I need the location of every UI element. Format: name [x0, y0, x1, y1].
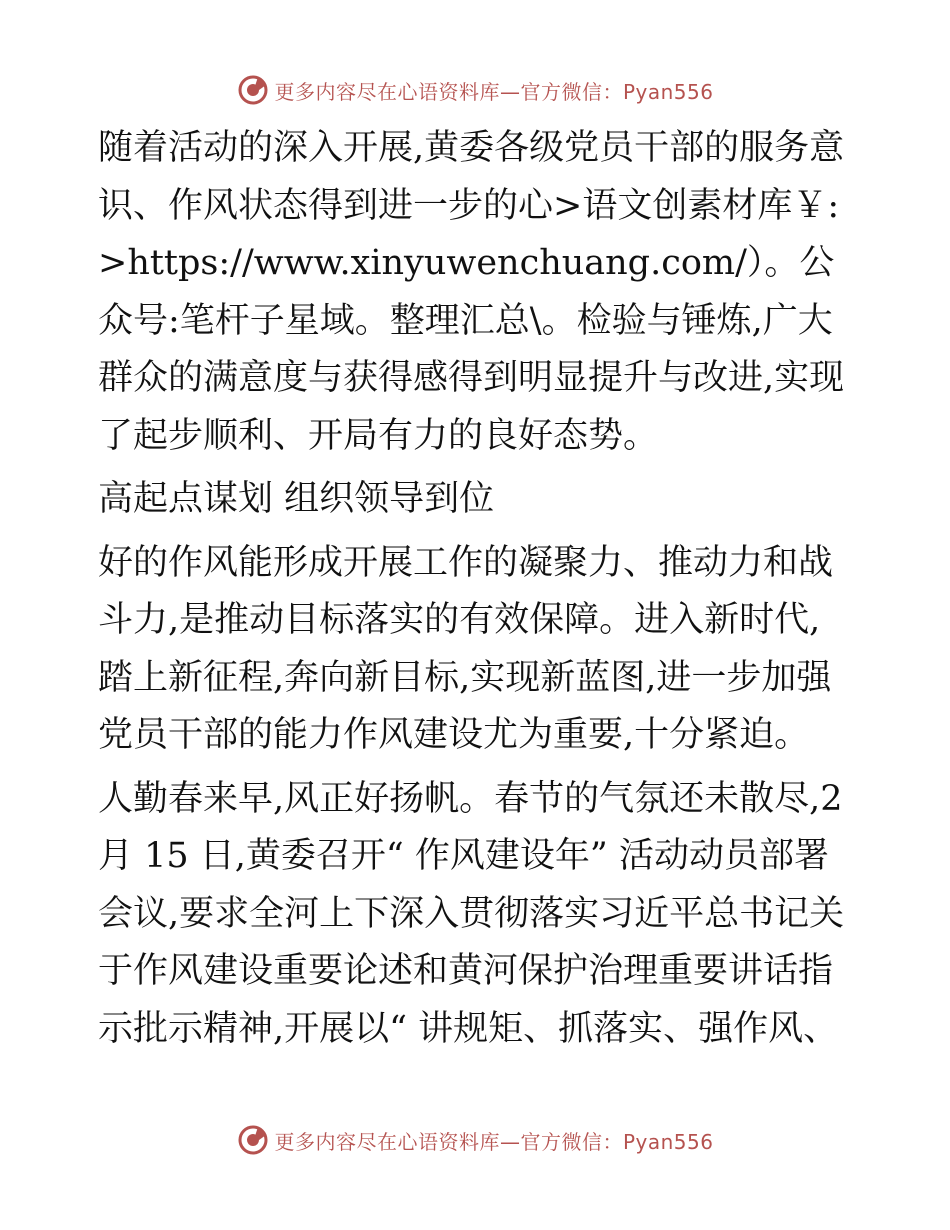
paragraph: 好的作风能形成开展工作的凝聚力、推动力和战斗力,是推动目标落实的有效保障。进入新时代,踏上新征程,奔向新目标,实现新蓝图,进一步加强党员干部的能力作风建设尤为重要,十分紧迫。 [98, 542, 834, 755]
watermark-header [0, 70, 950, 110]
watermark-footer [0, 1120, 950, 1160]
brush-logo-icon [236, 73, 270, 107]
watermark-text: 更多内容尽在心语资料库—官方微信：Pyan556 [274, 1129, 714, 1154]
watermark-text: 更多内容尽在心语资料库—官方微信：Pyan556 [274, 79, 714, 104]
section-heading: 高起点谋划 组织领导到位 [98, 479, 495, 519]
document-body [98, 120, 853, 1064]
paragraph: 随着活动的深入开展,黄委各级党员干部的服务意识、作风状态得到进一步的心>语文创素材库￥:>https://www.xinyuwenchuang.com/）。公众号:笔杆子星域。整理汇总\。检验与锤炼,广大群众的满意度与获得感得到明显提升与改进,实现了起步顺利、开局有力的良好态势。 [98, 128, 845, 456]
paragraph: 人勤春来早,风正好扬帆。春节的气氛还未散尽,2月 15 日,黄委召开“ 作风建设年” 活动动员部署会议,要求全河上下深入贯彻落实习近平总书记关于作风建设重要论述和黄河保护治理重要讲话指示批示精神,开展以“ 讲规矩、抓落实、强作风、 [98, 778, 845, 1049]
brush-logo-icon [236, 1123, 270, 1157]
